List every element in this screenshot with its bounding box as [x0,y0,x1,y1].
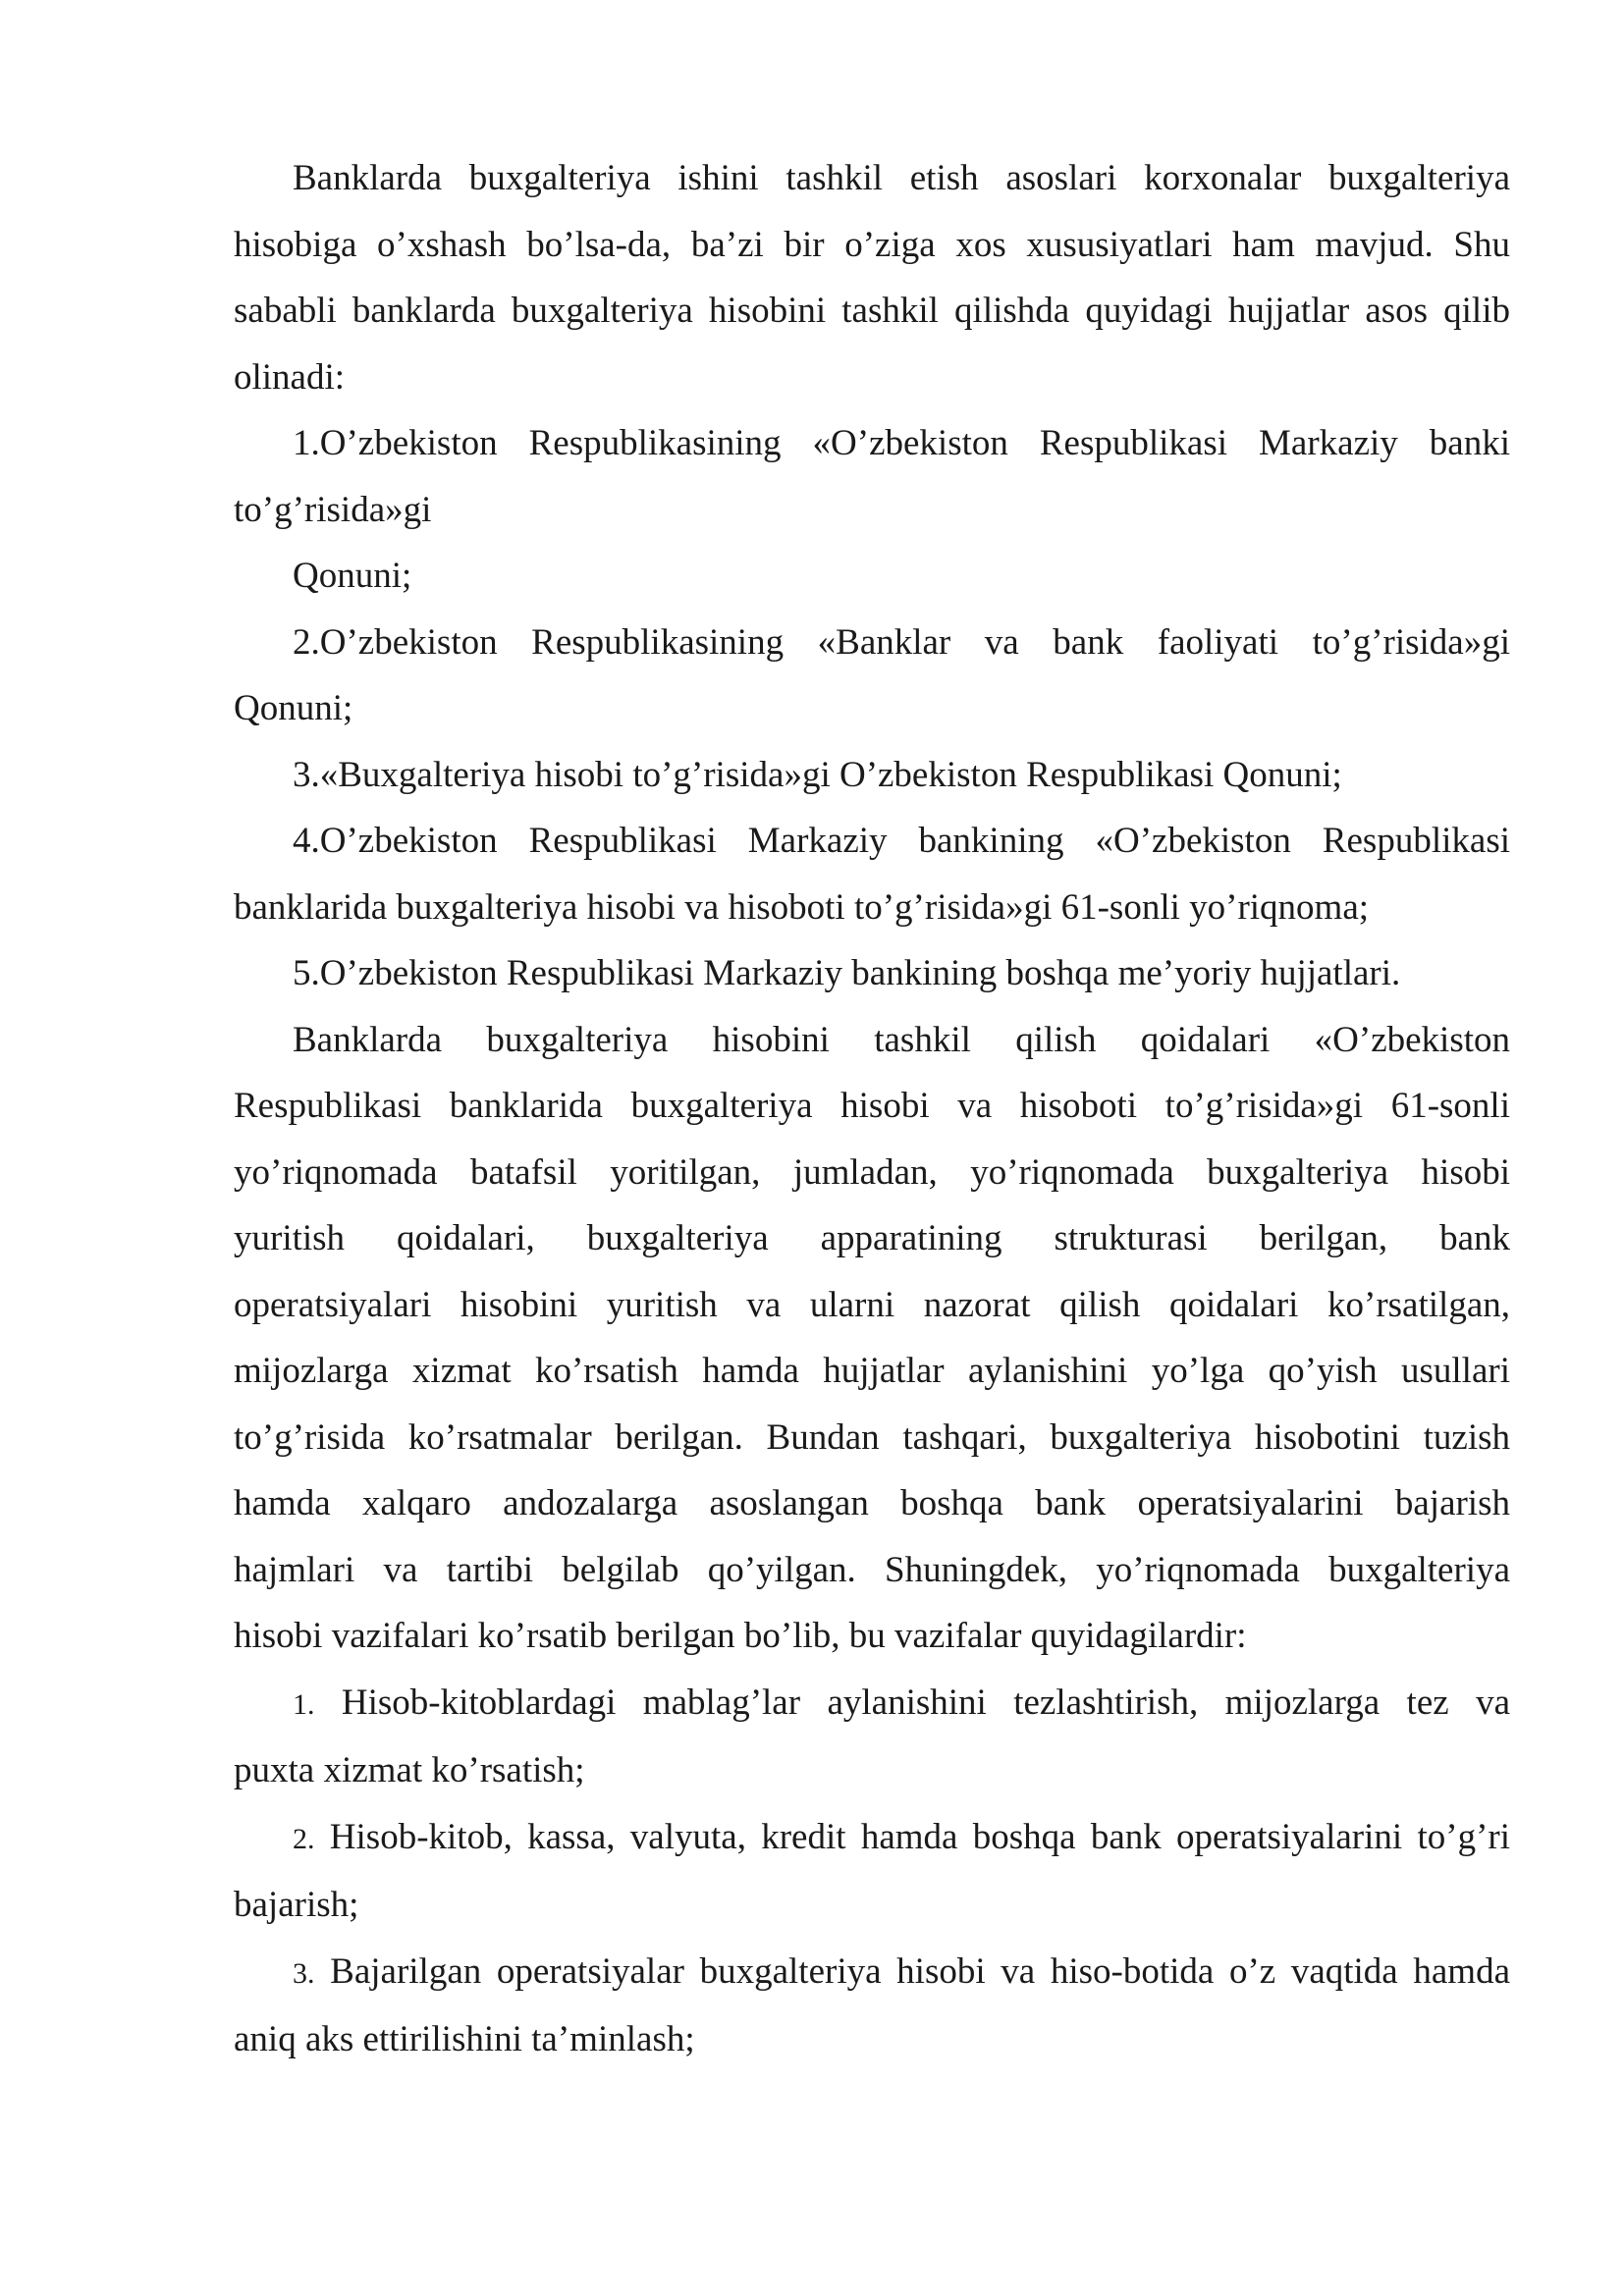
text-line: bajarish; [234,1885,359,1925]
text-line [234,1939,1510,2007]
list-item [234,610,1510,742]
list-item [234,940,1510,1007]
text-line [234,1804,1510,1873]
list-item [234,742,1510,809]
text-line: hisobiga o’xshash bo’lsa-da, ba’zi bir o’ziga xos xususiyatlari ham mavjud. Shu [234,224,1510,265]
text-line: olinadi: [234,356,346,398]
list-item [234,1939,1510,2073]
text-line: to’g’risida»gi [234,489,432,530]
text-line: yo’riqnomada batafsil yoritilgan, jumladan, yo’riqnomada buxgalteriya hisobi [234,1151,1510,1193]
text-line: Banklarda buxgalteriya ishini tashkil etish asoslari korxonalar buxgalteriya [293,158,1510,198]
text-line: Respublikasi banklarida buxgalteriya hisobi va hisoboti to’g’risida»gi 61-sonli [234,1086,1510,1126]
list-number: 2. [293,1822,315,1855]
text-line: yuritish qoidalari, buxgalteriya apparatining strukturasi berilgan, bank [234,1218,1510,1258]
text-line: 4.O’zbekiston Respublikasi Markaziy bankining «O’zbekiston Respublikasi [293,821,1510,861]
text-line: hajmlari va tartibi belgilab qo’yilgan. Shuningdek, yo’riqnomada buxgalteriya [234,1549,1510,1590]
intro-paragraph [234,145,1510,410]
text-line: banklarida buxgalteriya hisobi va hisoboti to’g’risida»gi 61-sonli yo’riqnoma; [234,886,1370,928]
text-line: hisobi vazifalari ko’rsatib berilgan bo’lib, bu vazifalar quyidagilardir: [234,1616,1247,1656]
text-line: Banklarda buxgalteriya hisobini tashkil qilish qoidalari «O’zbekiston [293,1019,1510,1060]
rules-paragraph [234,1007,1510,1670]
task-text: Hisob-kitoblardagi mablag’lar aylanishini tezlashtirish, mijozlarga tez va [341,1682,1511,1723]
list-item [234,1670,1510,1804]
text-line: 1.O’zbekiston Respublikasining «O’zbekiston Respublikasi Markaziy banki [293,423,1510,463]
text-line: sababli banklarda buxgalteriya hisobini tashkil qilishda quyidagi hujjatlar asos qilib [234,291,1510,331]
list-number: 1. [293,1687,315,1721]
list-item [234,1804,1510,1939]
task-text: Hisob-kitob, kassa, valyuta, kredit hamda boshqa bank operatsiyalarini to’g’ri [329,1816,1511,1857]
text-line: mijozlarga xizmat ko’rsatish hamda hujjatlar aylanishini yo’lga qo’yish usullari [234,1351,1510,1391]
list-item [234,410,1510,543]
text-line: hamda xalqaro andozalarga asoslangan boshqa bank operatsiyalarini bajarish [234,1483,1510,1523]
text-line: Qonuni; [293,556,412,596]
text-line: 3.«Buxgalteriya hisobi to’g’risida»gi O’zbekiston Respublikasi Qonuni; [293,754,1342,795]
text-line: operatsiyalari hisobini yuritish va ularni nazorat qilish qoidalari ko’rsatilgan, [234,1284,1510,1325]
text-line: 2.O’zbekiston Respublikasining «Banklar va bank faoliyati to’g’risida»gi [293,621,1510,663]
text-line: puxta xizmat ko’rsatish; [234,1750,585,1790]
text-line [234,1670,1510,1738]
tasks-list [234,1670,1510,2073]
text-line: 5.O’zbekiston Respublikasi Markaziy bankining boshqa me’yoriy hujjatlari. [293,953,1401,993]
list-item [234,808,1510,940]
task-text: Bajarilgan operatsiyalar buxgalteriya hisobi va hiso-botida o’z vaqtida hamda [330,1950,1510,1992]
legal-docs-list [234,410,1510,1007]
text-line: Qonuni; [234,688,353,728]
text-line: to’g’risida ko’rsatmalar berilgan. Bundan tashqari, buxgalteriya hisobotini tuzish [234,1416,1510,1458]
list-number: 3. [293,1956,315,1990]
text-line: aniq aks ettirilishini ta’minlash; [234,2019,695,2059]
list-item [234,543,1510,610]
document-page [234,145,1510,2073]
